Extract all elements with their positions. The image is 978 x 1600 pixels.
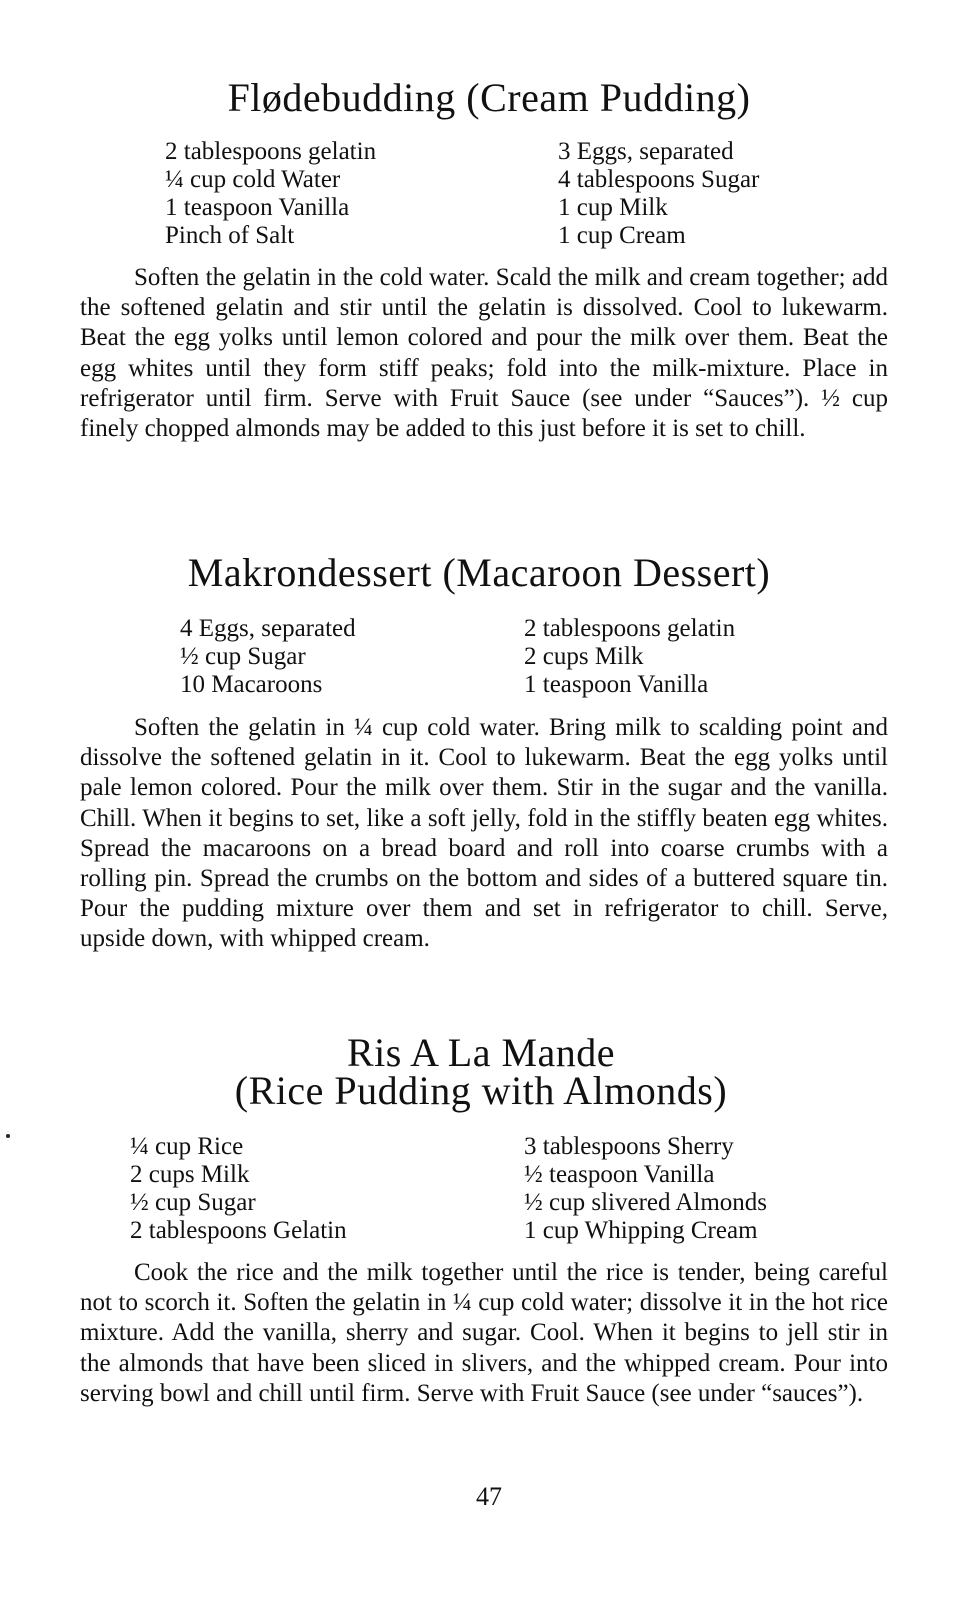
recipe-title-line-1: Ris A La Mande	[346, 1030, 616, 1075]
recipe-instructions: Cook the rice and the milk together until the rice is tender, being careful not to scorch it. Soften the gelatin in ¼ cup cold water; dissolve it in the hot rice mixture. Add the vanilla, sherry and sugar. Cool. When it begins to jell stir in the almonds that have been sliced in slivers, and the whipped cream. Pour into serving bowl and chill until firm. Serve with Fruit Sauce (see under “sauces”).	[80, 1259, 888, 1407]
ingredient-item: 2 tablespoons Gelatin	[130, 1217, 347, 1244]
ingredient-item: 2 cups Milk	[524, 643, 644, 670]
ingredient-item: 2 cups Milk	[130, 1161, 250, 1188]
ingredient-item: 1 teaspoon Vanilla	[165, 194, 350, 221]
ingredient-item: 1 cup Cream	[558, 222, 686, 249]
ingredient-column-left	[165, 138, 376, 250]
ingredient-column-right	[558, 138, 759, 250]
ingredient-item: 1 cup Whipping Cream	[524, 1217, 758, 1244]
print-speck	[6, 1134, 10, 1138]
ingredient-item: 4 tablespoons Sugar	[558, 166, 760, 193]
ingredient-column-right	[524, 1133, 767, 1245]
ingredient-item: 1 teaspoon Vanilla	[524, 671, 709, 698]
recipe-title-line-2: (Rice Pudding with Almonds)	[234, 1068, 728, 1113]
ingredient-item: 3 tablespoons Sherry	[524, 1133, 734, 1160]
ingredient-item: ½ teaspoon Vanilla	[524, 1161, 715, 1188]
recipe-instructions: Soften the gelatin in the cold water. Scald the milk and cream together; add the softened gelatin and stir until the gelatin is dissolved. Cool to lukewarm. Beat the egg yolks until lemon colored and pour the milk over them. Beat the egg whites until they form stiff peaks; fold into the milk-mixture. Place in refrigerator until firm. Serve with Fruit Sauce (see under “Sauces”). ½ cup finely chopped almonds may be added to this just before it is set to chill.	[80, 264, 888, 443]
ingredient-item: ½ cup Sugar	[130, 1189, 256, 1216]
recipe-title: Makrondessert (Macaroon Dessert)	[187, 550, 771, 595]
ingredient-item: 3 Eggs, separated	[558, 138, 734, 165]
ingredient-item: 4 Eggs, separated	[180, 615, 356, 642]
ingredient-column-left	[130, 1133, 347, 1245]
ingredient-item: Pinch of Salt	[165, 222, 295, 249]
ingredient-column-left	[180, 615, 356, 699]
ingredient-item: 10 Macaroons	[180, 671, 323, 698]
ingredient-item: ¼ cup Rice	[130, 1133, 244, 1160]
ingredient-item: 1 cup Milk	[558, 194, 668, 221]
ingredient-item: 2 tablespoons gelatin	[524, 615, 736, 642]
page-number: 47	[476, 1482, 502, 1511]
recipe-instructions: Soften the gelatin in ¼ cup cold water. Bring milk to scalding point and dissolve the softened gelatin in it. Cool to lukewarm. Beat the egg yolks until pale lemon colored. Pour the milk over them. Stir in the sugar and the vanilla. Chill. When it begins to set, like a soft jelly, fold in the stiffly beaten egg whites. Spread the macaroons on a bread board and roll into coarse crumbs with a rolling pin. Spread the crumbs on the bottom and sides of a buttered square tin. Pour the pudding mixture over them and set in refrigerator to chill. Serve, upside down, with whipped cream.	[80, 714, 888, 953]
ingredient-column-right	[524, 615, 735, 699]
ingredient-item: ¼ cup cold Water	[165, 166, 341, 193]
ingredient-item: ½ cup slivered Almonds	[524, 1189, 768, 1216]
ingredient-item: 2 tablespoons gelatin	[165, 138, 377, 165]
recipe-title: Flødebudding (Cream Pudding)	[227, 75, 751, 120]
ingredient-item: ½ cup Sugar	[180, 643, 306, 670]
